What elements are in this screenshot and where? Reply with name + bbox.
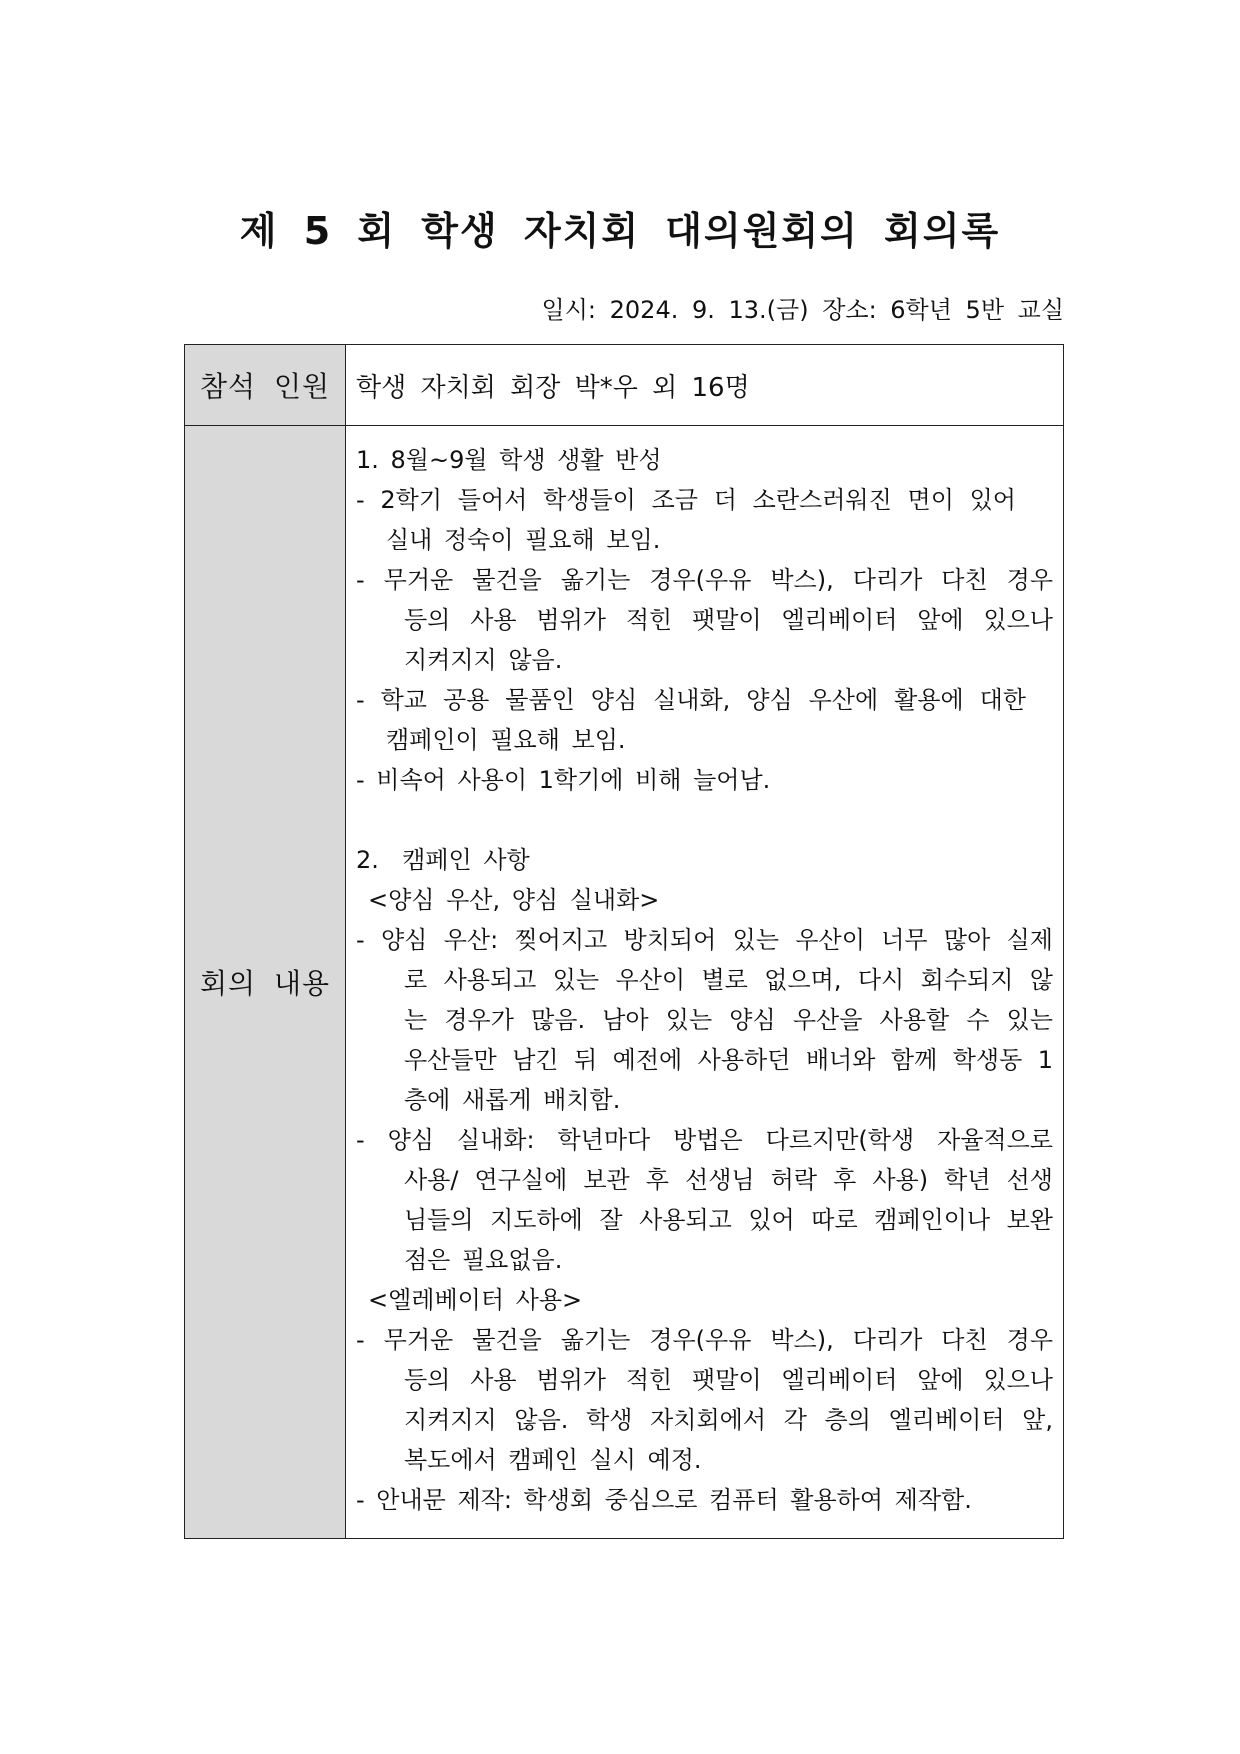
- content-label: 회의 내용: [185, 426, 346, 1539]
- content-line: - 양심 실내화: 학년마다 방법은 다르지만(학생 자율적으로: [356, 1126, 1053, 1154]
- attendees-row: [185, 345, 1064, 426]
- content-line: - 비속어 사용이 1학기에 비해 늘어남.: [356, 766, 771, 794]
- content-line: 등의 사용 범위가 적힌 팻말이 엘리베이터 앞에 있으나: [404, 1366, 1053, 1394]
- content-line: - 무거운 물건을 옮기는 경우(우유 박스), 다리가 다친 경우: [356, 1326, 1053, 1354]
- content-line: - 안내문 제작: 학생회 중심으로 컴퓨터 활용하여 제작함.: [356, 1486, 972, 1514]
- content-line: 로 사용되고 있는 우산이 별로 없으며, 다시 회수되지 않: [404, 966, 1053, 994]
- content-line: <엘레베이터 사용>: [368, 1286, 583, 1314]
- content-line: 지켜지지 않음.: [404, 646, 563, 674]
- content-line: 님들의 지도하에 잘 사용되고 있어 따로 캠페인이나 보완: [404, 1206, 1053, 1234]
- content-line: 복도에서 캠페인 실시 예정.: [404, 1446, 702, 1474]
- attendees-value: 학생 자치회 회장 박*우 외 16명: [346, 345, 1064, 426]
- minutes-table: [184, 344, 1064, 1539]
- content-line: 우산들만 남긴 뒤 예전에 사용하던 배너와 함께 학생동 1: [404, 1046, 1053, 1074]
- content-line: 지켜지지 않음. 학생 자치회에서 각 층의 엘리베이터 앞,: [404, 1406, 1053, 1434]
- content-row: [185, 426, 1064, 1539]
- content-line: 등의 사용 범위가 적힌 팻말이 엘리베이터 앞에 있으나: [404, 606, 1053, 634]
- content-line: - 학교 공용 물품인 양심 실내화, 양심 우산에 활용에 대한: [356, 686, 1026, 714]
- content-cell: [346, 426, 1064, 1539]
- content-line: 사용/ 연구실에 보관 후 선생님 허락 후 사용) 학년 선생: [404, 1166, 1053, 1194]
- content-line: 캠페인이 필요해 보임.: [386, 726, 626, 754]
- content-line: - 2학기 들어서 학생들이 조금 더 소란스러워진 면이 있어: [356, 486, 1016, 514]
- document-title: 제 5 회 학생 자치회 대의원회의 회의록: [239, 209, 1001, 253]
- content-line: 실내 정숙이 필요해 보임.: [386, 526, 661, 554]
- attendees-label: 참석 인원: [185, 345, 346, 426]
- content-line: 는 경우가 많음. 남아 있는 양심 우산을 사용할 수 있는: [404, 1006, 1053, 1034]
- content-line: - 무거운 물건을 옮기는 경우(우유 박스), 다리가 다친 경우: [356, 566, 1053, 594]
- content-line: 2. 캠페인 사항: [356, 846, 530, 874]
- content-line: <양심 우산, 양심 실내화>: [368, 886, 660, 914]
- content-line: 점은 필요없음.: [404, 1246, 563, 1274]
- content-line: 1. 8월~9월 학생 생활 반성: [356, 446, 662, 474]
- content-line: 층에 새롭게 배치함.: [404, 1086, 621, 1114]
- blank-line: [356, 800, 1053, 840]
- meeting-meta: 일시: 2024. 9. 13.(금) 장소: 6학년 5반 교실: [541, 296, 1064, 324]
- content-line: - 양심 우산: 찢어지고 방치되어 있는 우산이 너무 많아 실제: [356, 926, 1053, 954]
